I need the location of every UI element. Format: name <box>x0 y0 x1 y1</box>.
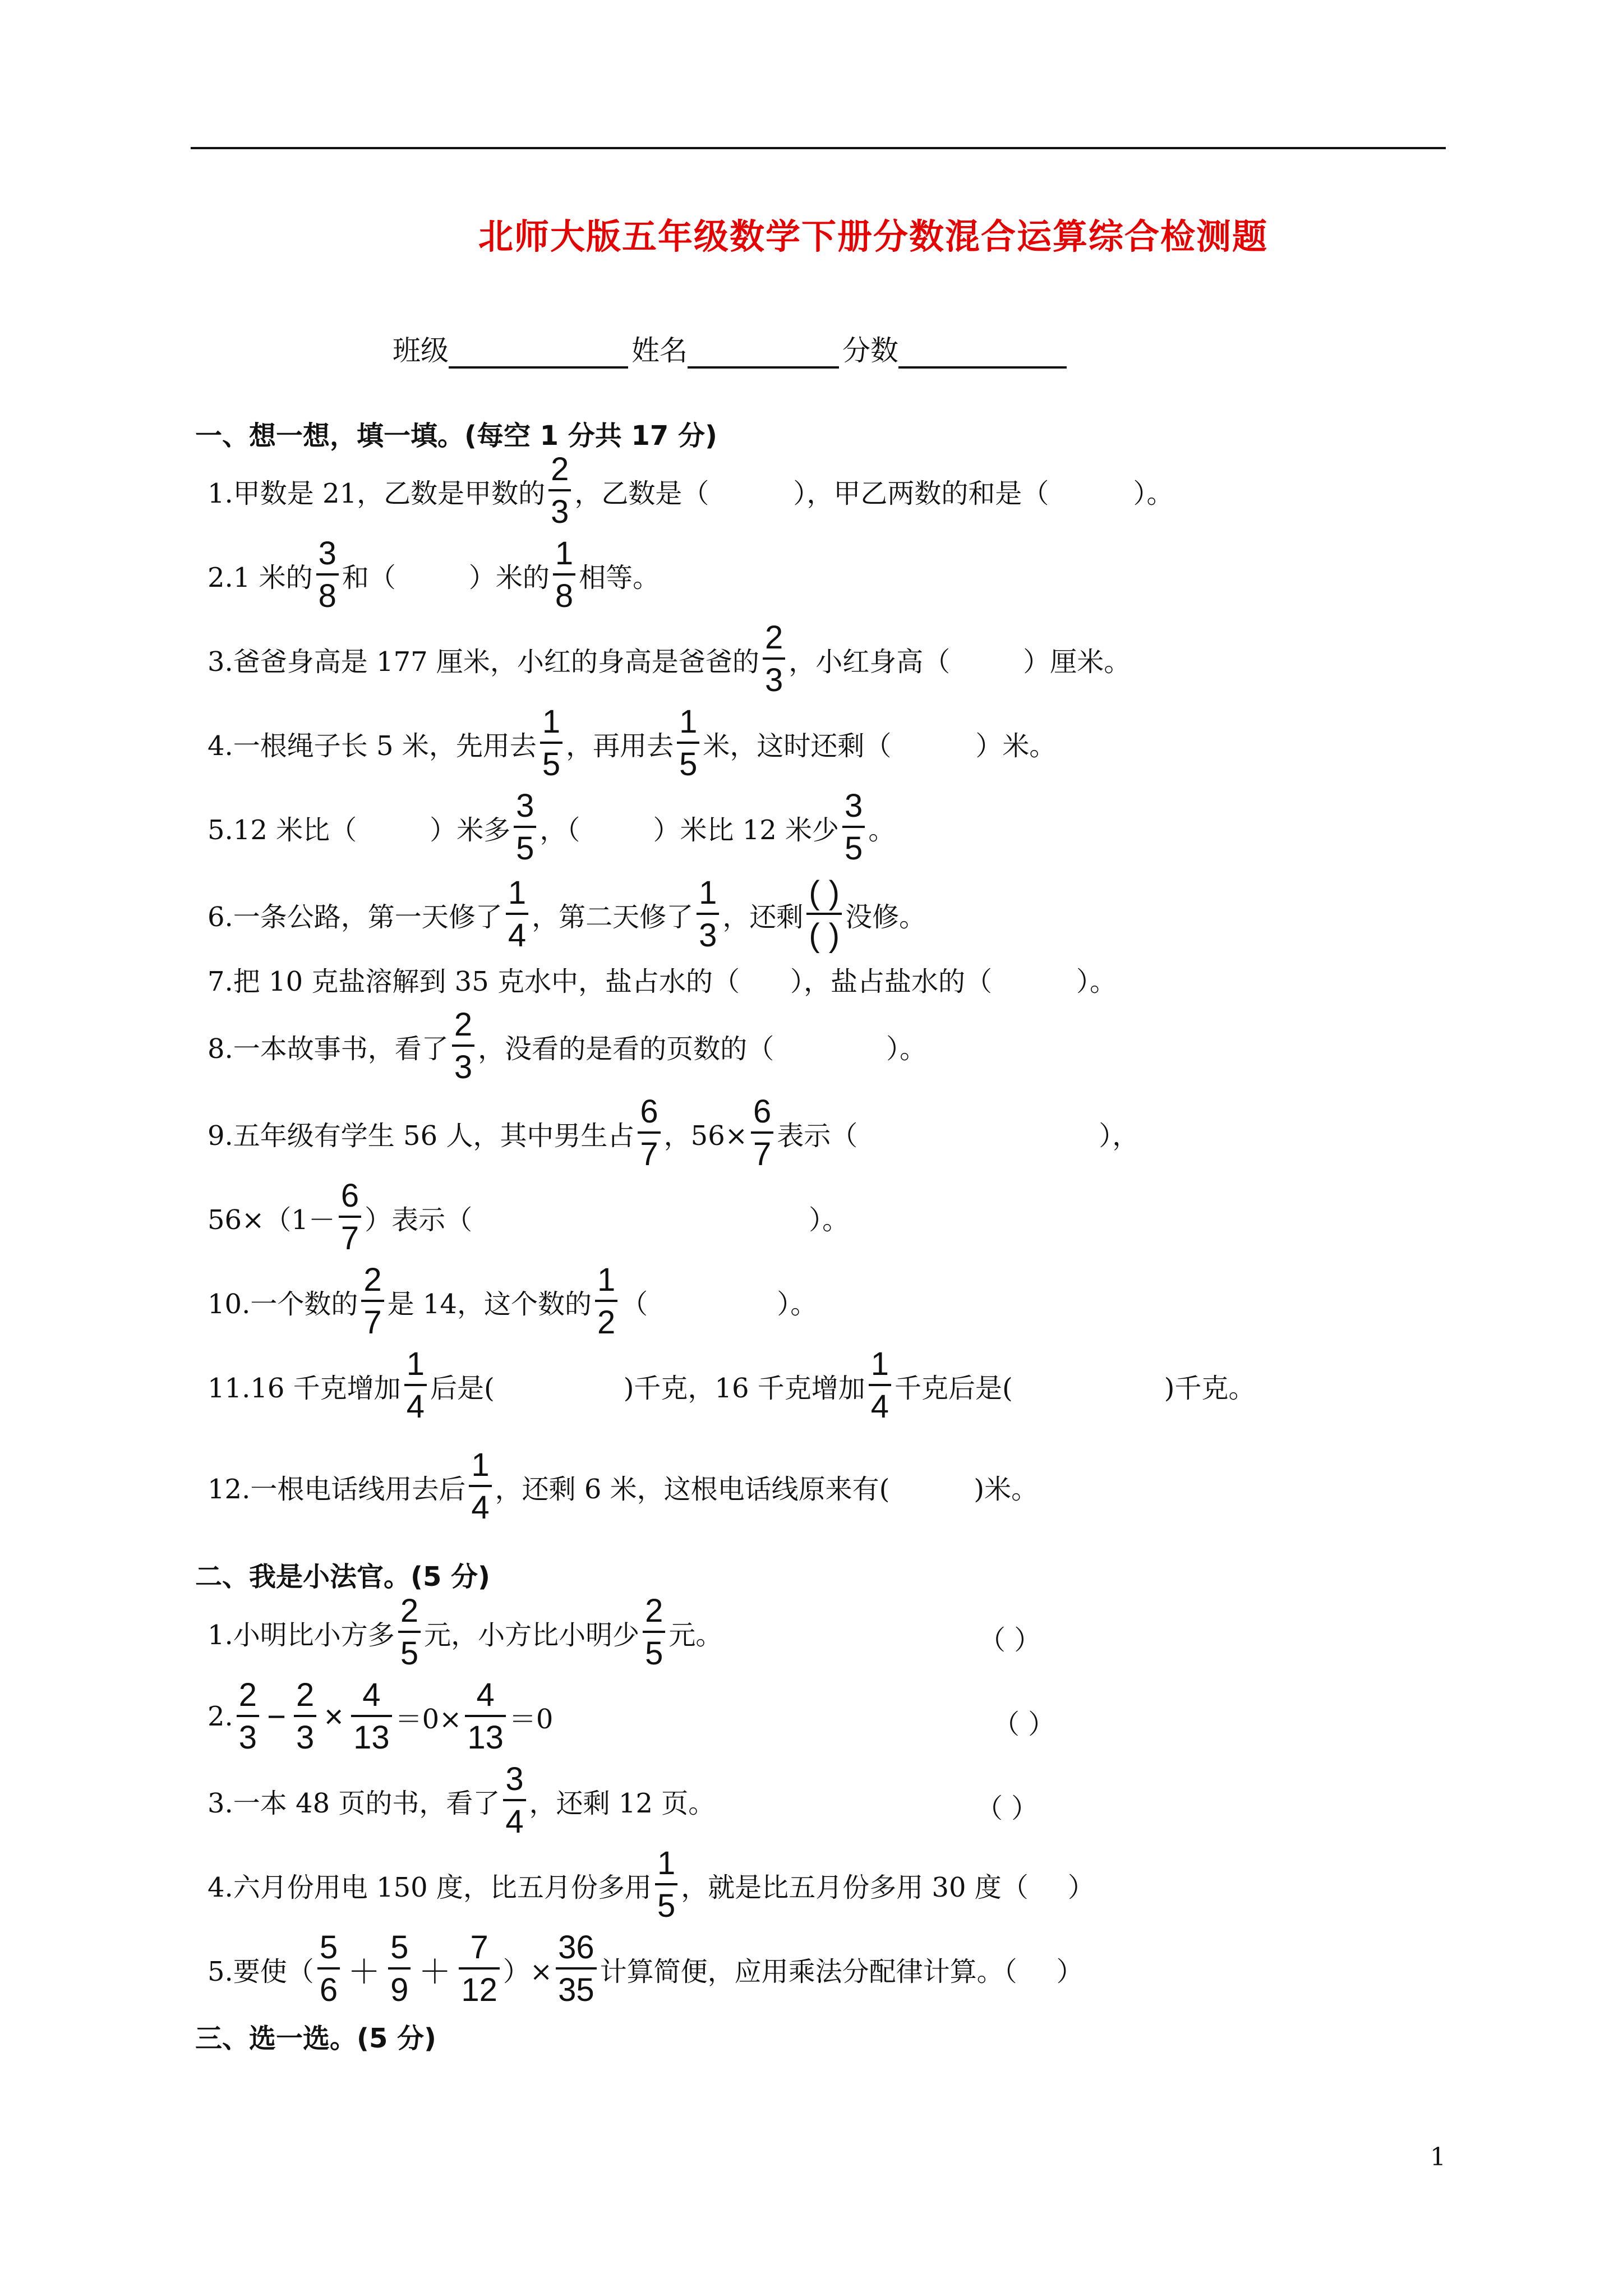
q-text: )米。 <box>974 1473 1039 1505</box>
fraction: $\frac{2}{7}$ <box>361 1264 384 1339</box>
fraction: $\frac{1}{4}$ <box>869 1348 891 1423</box>
q-text: 9.五年级有学生 56 人，其中男生占 <box>208 1120 635 1152</box>
question-1-1 <box>208 449 1173 533</box>
fraction: $\frac{1}{4}$ <box>404 1348 427 1423</box>
q-text: 元。 <box>668 1619 723 1651</box>
times-operator: × <box>324 1698 344 1735</box>
section-2-heading: 二、我是小法官。(5 分) <box>195 1561 490 1593</box>
question-1-5 <box>208 785 895 869</box>
q-text: 米，这时还剩（ <box>703 730 892 762</box>
q-text: 5.要使（ <box>208 1955 314 1987</box>
fraction: $\frac{6}{7}$ <box>638 1096 660 1171</box>
q-text: ，还剩 6 米，这根电话线原来有( <box>495 1473 890 1505</box>
q-text: ）米多 <box>430 814 511 846</box>
q-text: 和（ <box>342 562 396 593</box>
judge-5 <box>208 1927 1083 2011</box>
q-text: 4.六月份用电 150 度，比五月份多用 <box>208 1871 652 1903</box>
q-text: ）米。 <box>975 730 1057 762</box>
judge-2 <box>208 1674 553 1759</box>
q-text: 1.小明比小方多 <box>208 1619 395 1651</box>
q-text: ）米的 <box>468 562 550 593</box>
q-text: ，再用去 <box>566 730 674 762</box>
q-text: 12.一根电话线用去后 <box>208 1473 466 1505</box>
fraction: $\frac{4}{13}$ <box>465 1679 506 1754</box>
q-text: ，没看的是看的页数的（ <box>478 1033 774 1065</box>
name-label: 姓名 <box>631 334 688 367</box>
q-text: ）米比 12 米少 <box>653 814 840 846</box>
section-3-heading: 三、选一选。(5 分) <box>195 2023 436 2054</box>
q-text: )千克。 <box>1164 1372 1256 1404</box>
fraction: $\frac{1}{4}$ <box>506 877 528 952</box>
q-text: 2.1 米的 <box>208 562 313 593</box>
fraction: $\frac{6}{7}$ <box>751 1096 773 1171</box>
q-text: 2. <box>208 1701 233 1732</box>
q-text: ）表示（ <box>365 1204 473 1236</box>
question-1-8 <box>208 1004 926 1088</box>
page-title: 北师大版五年级数学下册分数混合运算综合检测题 <box>478 216 1268 257</box>
question-1-12 <box>208 1444 1038 1529</box>
q-text: ＝0 <box>509 1703 554 1735</box>
question-1-10 <box>208 1259 817 1343</box>
judge-4 <box>208 1843 1095 1927</box>
q-text: ，56× <box>663 1120 748 1152</box>
minus-operator: − <box>267 1698 286 1735</box>
plus-operator: ＋ <box>418 1954 451 1990</box>
question-1-3 <box>208 617 1131 701</box>
score-label: 分数 <box>842 334 898 367</box>
fraction: $\frac{3}{5}$ <box>842 790 865 865</box>
q-text: ）， <box>1099 1120 1140 1152</box>
q-text: 后是( <box>430 1372 495 1404</box>
fraction: $\frac{5}{6}$ <box>317 1931 340 2007</box>
question-1-2 <box>208 533 660 617</box>
q-text: ，第二天修了 <box>532 901 694 933</box>
q-text: 计算简便，应用乘法分配律计算。（ <box>600 1955 1017 1987</box>
fraction-blank[interactable]: $\frac{( )}{( )}$ <box>806 877 842 952</box>
page-number: 1 <box>1430 2143 1446 2171</box>
q-text: ）。 <box>777 1288 818 1320</box>
fraction: $\frac{36}{35}$ <box>556 1931 597 2007</box>
q-text: 没修。 <box>845 901 926 933</box>
q-text: ，乙数是（ <box>574 477 709 509</box>
section-1-heading: 一、想一想，填一填。(每空 1 分共 17 分) <box>195 420 717 452</box>
plus-operator: ＋ <box>348 1954 381 1990</box>
score-blank[interactable] <box>898 336 1067 369</box>
q-text: 56×（1－ <box>208 1204 335 1236</box>
fraction: $\frac{2}{3}$ <box>237 1679 259 1754</box>
fraction: $\frac{5}{9}$ <box>388 1931 411 2007</box>
fraction: $\frac{1}{8}$ <box>553 537 575 613</box>
q-text: 11.16 千克增加 <box>208 1372 401 1404</box>
q-text: 是 14，这个数的 <box>387 1288 592 1320</box>
question-1-11 <box>208 1343 1256 1428</box>
q-text: 5.12 米比（ <box>208 814 357 846</box>
fraction: $\frac{1}{4}$ <box>469 1449 491 1524</box>
question-1-7 <box>208 948 1117 1010</box>
q-text: （ <box>621 1288 648 1320</box>
q-text: ）。 <box>1076 965 1117 997</box>
q-text: ，还剩 12 页。 <box>529 1787 716 1819</box>
q-text: 1.甲数是 21，乙数是甲数的 <box>208 477 546 509</box>
q-text: ）厘米。 <box>1023 646 1131 678</box>
fraction: $\frac{1}{3}$ <box>697 877 719 952</box>
q-text: 8.一本故事书，看了 <box>208 1033 449 1065</box>
fraction: $\frac{2}{3}$ <box>548 453 571 528</box>
q-text: 表示（ <box>777 1120 858 1152</box>
q-text: )千克，16 千克增加 <box>623 1372 865 1404</box>
q-text: ）。 <box>1133 477 1174 509</box>
fraction: $\frac{7}{12}$ <box>459 1931 500 2007</box>
fraction: $\frac{1}{5}$ <box>677 706 699 781</box>
q-text: ） <box>1067 1871 1095 1903</box>
fraction: $\frac{3}{8}$ <box>316 537 339 613</box>
fraction: $\frac{2}{3}$ <box>763 622 785 697</box>
fraction: $\frac{3}{4}$ <box>503 1763 525 1838</box>
q-text: 4.一根绳子长 5 米，先用去 <box>208 730 537 762</box>
fraction: $\frac{1}{2}$ <box>595 1264 617 1339</box>
judge-answer-paren[interactable]: （ ） <box>976 1793 1039 1824</box>
q-text: 相等。 <box>579 562 660 593</box>
q-text: 千克后是( <box>895 1372 1013 1404</box>
q-text: ），盐占盐水的（ <box>790 965 993 997</box>
judge-3 <box>208 1759 715 1843</box>
q-text: ，小红身高（ <box>789 646 951 678</box>
fraction: $\frac{3}{5}$ <box>514 790 536 865</box>
q-text: 3.爸爸身高是 177 厘米，小红的身高是爸爸的 <box>208 646 759 678</box>
question-1-6 <box>208 872 926 956</box>
fraction: $\frac{6}{7}$ <box>339 1180 361 1255</box>
q-text: ），甲乙两数的和是（ <box>793 477 1049 509</box>
question-1-9 <box>208 1091 1139 1175</box>
q-text: 7.把 10 克盐溶解到 35 克水中，盐占水的（ <box>208 965 740 997</box>
fraction: $\frac{2}{5}$ <box>398 1595 421 1670</box>
fraction: $\frac{2}{3}$ <box>452 1009 474 1084</box>
judge-1 <box>208 1590 722 1674</box>
q-text: 。 <box>868 814 896 846</box>
q-text: ，还剩 <box>722 901 804 933</box>
q-text: ，（ <box>540 814 580 846</box>
q-text: ＝0× <box>395 1703 462 1735</box>
q-text: 6.一条公路，第一天修了 <box>208 901 502 933</box>
header-rule <box>191 147 1446 149</box>
fraction: $\frac{1}{5}$ <box>655 1847 677 1922</box>
fraction: $\frac{2}{5}$ <box>643 1595 665 1670</box>
fraction: $\frac{4}{13}$ <box>351 1679 392 1754</box>
q-text: ）。 <box>886 1033 927 1065</box>
q-text: ，就是比五月份多用 30 度（ <box>681 1871 1029 1903</box>
student-info-line <box>393 328 1070 369</box>
judge-answer-paren[interactable]: （ ） <box>993 1709 1055 1740</box>
q-text: ）。 <box>809 1204 850 1236</box>
q-text: 3.一本 48 页的书，看了 <box>208 1787 500 1819</box>
fraction: $\frac{2}{3}$ <box>294 1679 316 1754</box>
q-text: 10.一个数的 <box>208 1288 358 1320</box>
class-label: 班级 <box>393 334 449 367</box>
q-text: 元，小方比小明少 <box>424 1619 640 1651</box>
fraction: $\frac{1}{5}$ <box>540 706 562 781</box>
judge-answer-paren[interactable]: （ ） <box>979 1625 1041 1656</box>
class-blank[interactable] <box>449 336 628 369</box>
question-1-9b <box>208 1175 849 1259</box>
q-text: ） <box>1056 1955 1083 1987</box>
name-blank[interactable] <box>688 336 839 369</box>
q-text: ）× <box>502 1955 553 1987</box>
question-1-4 <box>208 701 1056 785</box>
